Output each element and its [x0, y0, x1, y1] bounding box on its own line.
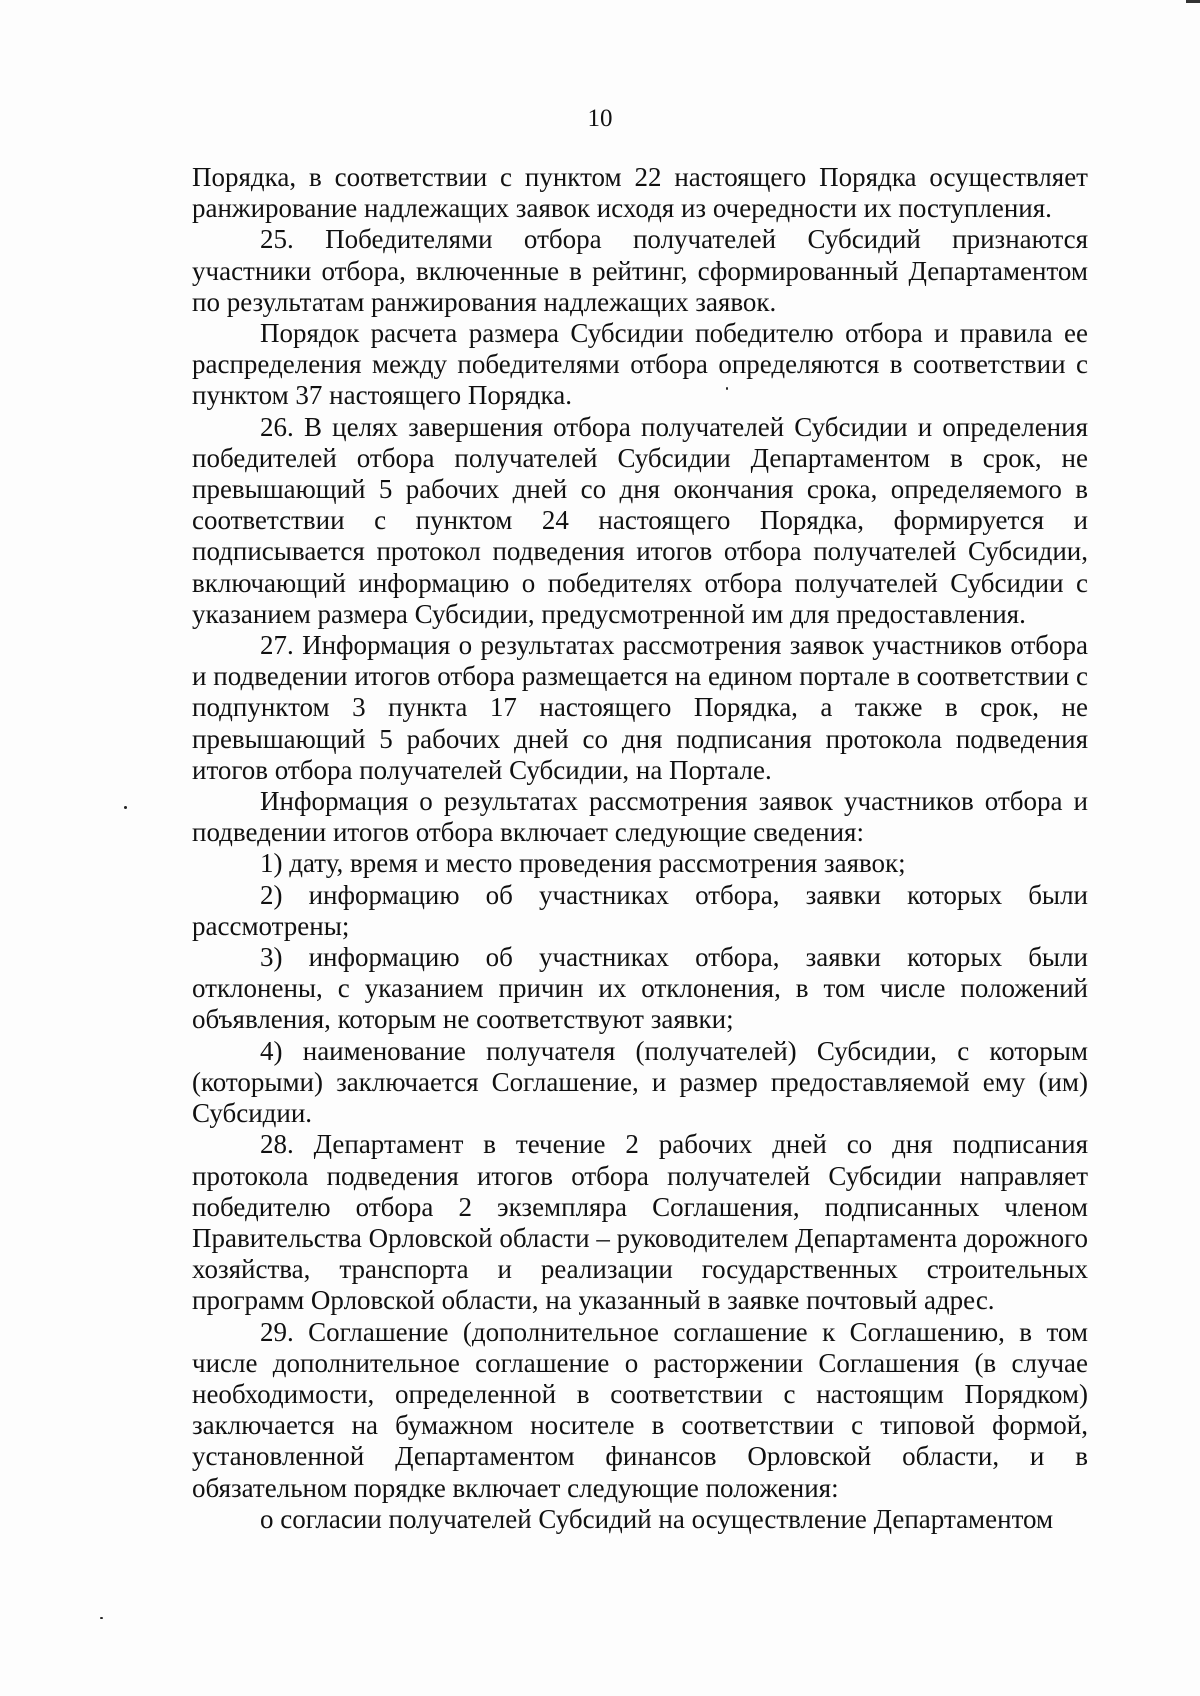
paragraph-item-28: 28. Департамент в течение 2 рабочих дней со дня подписания протокола подведения итогов отбора получателей Субсидии направляет победителю отбора 2 экземпляра Соглашения, подписанных членом Правительства Орловской области – руководителем Департамента дорожного хозяйства, транспорта и реализации государственных строительных программ Орловской области, на указанный в заявке почтовый адрес. — [192, 1129, 1088, 1316]
page-number: 10 — [587, 105, 613, 132]
scan-speck — [100, 1617, 103, 1619]
scan-speck — [726, 387, 728, 390]
paragraph-item-25: 25. Победителями отбора получателей Субсидий признаются участники отбора, включенные в рейтинг, сформированный Департаментом по результатам ранжирования надлежащих заявок. — [192, 224, 1088, 317]
paragraph-item-26: 26. В целях завершения отбора получателей Субсидии и определения победителей отбора получателей Субсидии Департаментом в срок, не превышающий 5 рабочих дней со дня окончания срока, определяемого в соответствии с пунктом 24 настоящего Порядка, формируется и подписывается протокол подведения итогов отбора получателей Субсидии, включающий информацию о победителях отбора получателей Субсидии с указанием размера Субсидии, предусмотренной им для предоставления. — [192, 411, 1088, 629]
paragraph-consent: о согласии получателей Субсидий на осуществление Департаментом — [260, 1503, 1054, 1534]
paragraph-information-includes: Информация о результатах рассмотрения заявок участников отбора и подведении итогов отбора включает следующие сведения: — [192, 786, 1088, 848]
list-item-2: 2) информацию об участниках отбора, заявки которых были рассмотрены; — [192, 879, 1088, 941]
scan-corner-mark — [1186, 0, 1200, 3]
paragraph-item-29: 29. Соглашение (дополнительное соглашение к Соглашению, в том числе дополнительное соглашение о расторжении Соглашения (в случае необходимости, определенной в соответствии с настоящим Порядком) заключается на бумажном носителе в соответствии с типовой формой, установленной Департаментом финансов Орловской области, и в обязательном порядке включает следующие положения: — [192, 1316, 1088, 1503]
list-item-1: 1) дату, время и место проведения рассмотрения заявок; — [260, 848, 906, 879]
list-item-3: 3) информацию об участниках отбора, заявки которых были отклонены, с указанием причин их отклонения, в том числе положений объявления, которым не соответствуют заявки; — [192, 942, 1088, 1035]
list-item-4: 4) наименование получателя (получателей) Субсидии, с которым (которыми) заключается Соглашение, и размер предоставляемой ему (им) Субсидии. — [192, 1035, 1088, 1129]
paragraph-item-27: 27. Информация о результатах рассмотрения заявок участников отбора и подведении итогов отбора размещается на едином портале в соответствии с подпунктом 3 пункта 17 настоящего Порядка, а также в срок, не превышающий 5 рабочих дней со дня подписания протокола подведения итогов отбора получателей Субсидии, на Портале. — [192, 630, 1088, 785]
paragraph-continuation: Порядка, в соответствии с пунктом 22 настоящего Порядка осуществляет ранжирование надлежащих заявок исходя из очередности их поступления. — [192, 162, 1088, 224]
paragraph-subsidy-calculation: Порядок расчета размера Субсидии победителю отбора и правила ее распределения между победителями отбора определяются в соответствии с пунктом 37 настоящего Порядка. — [192, 318, 1088, 411]
document-body — [192, 162, 1088, 1535]
scan-speck — [124, 806, 127, 809]
